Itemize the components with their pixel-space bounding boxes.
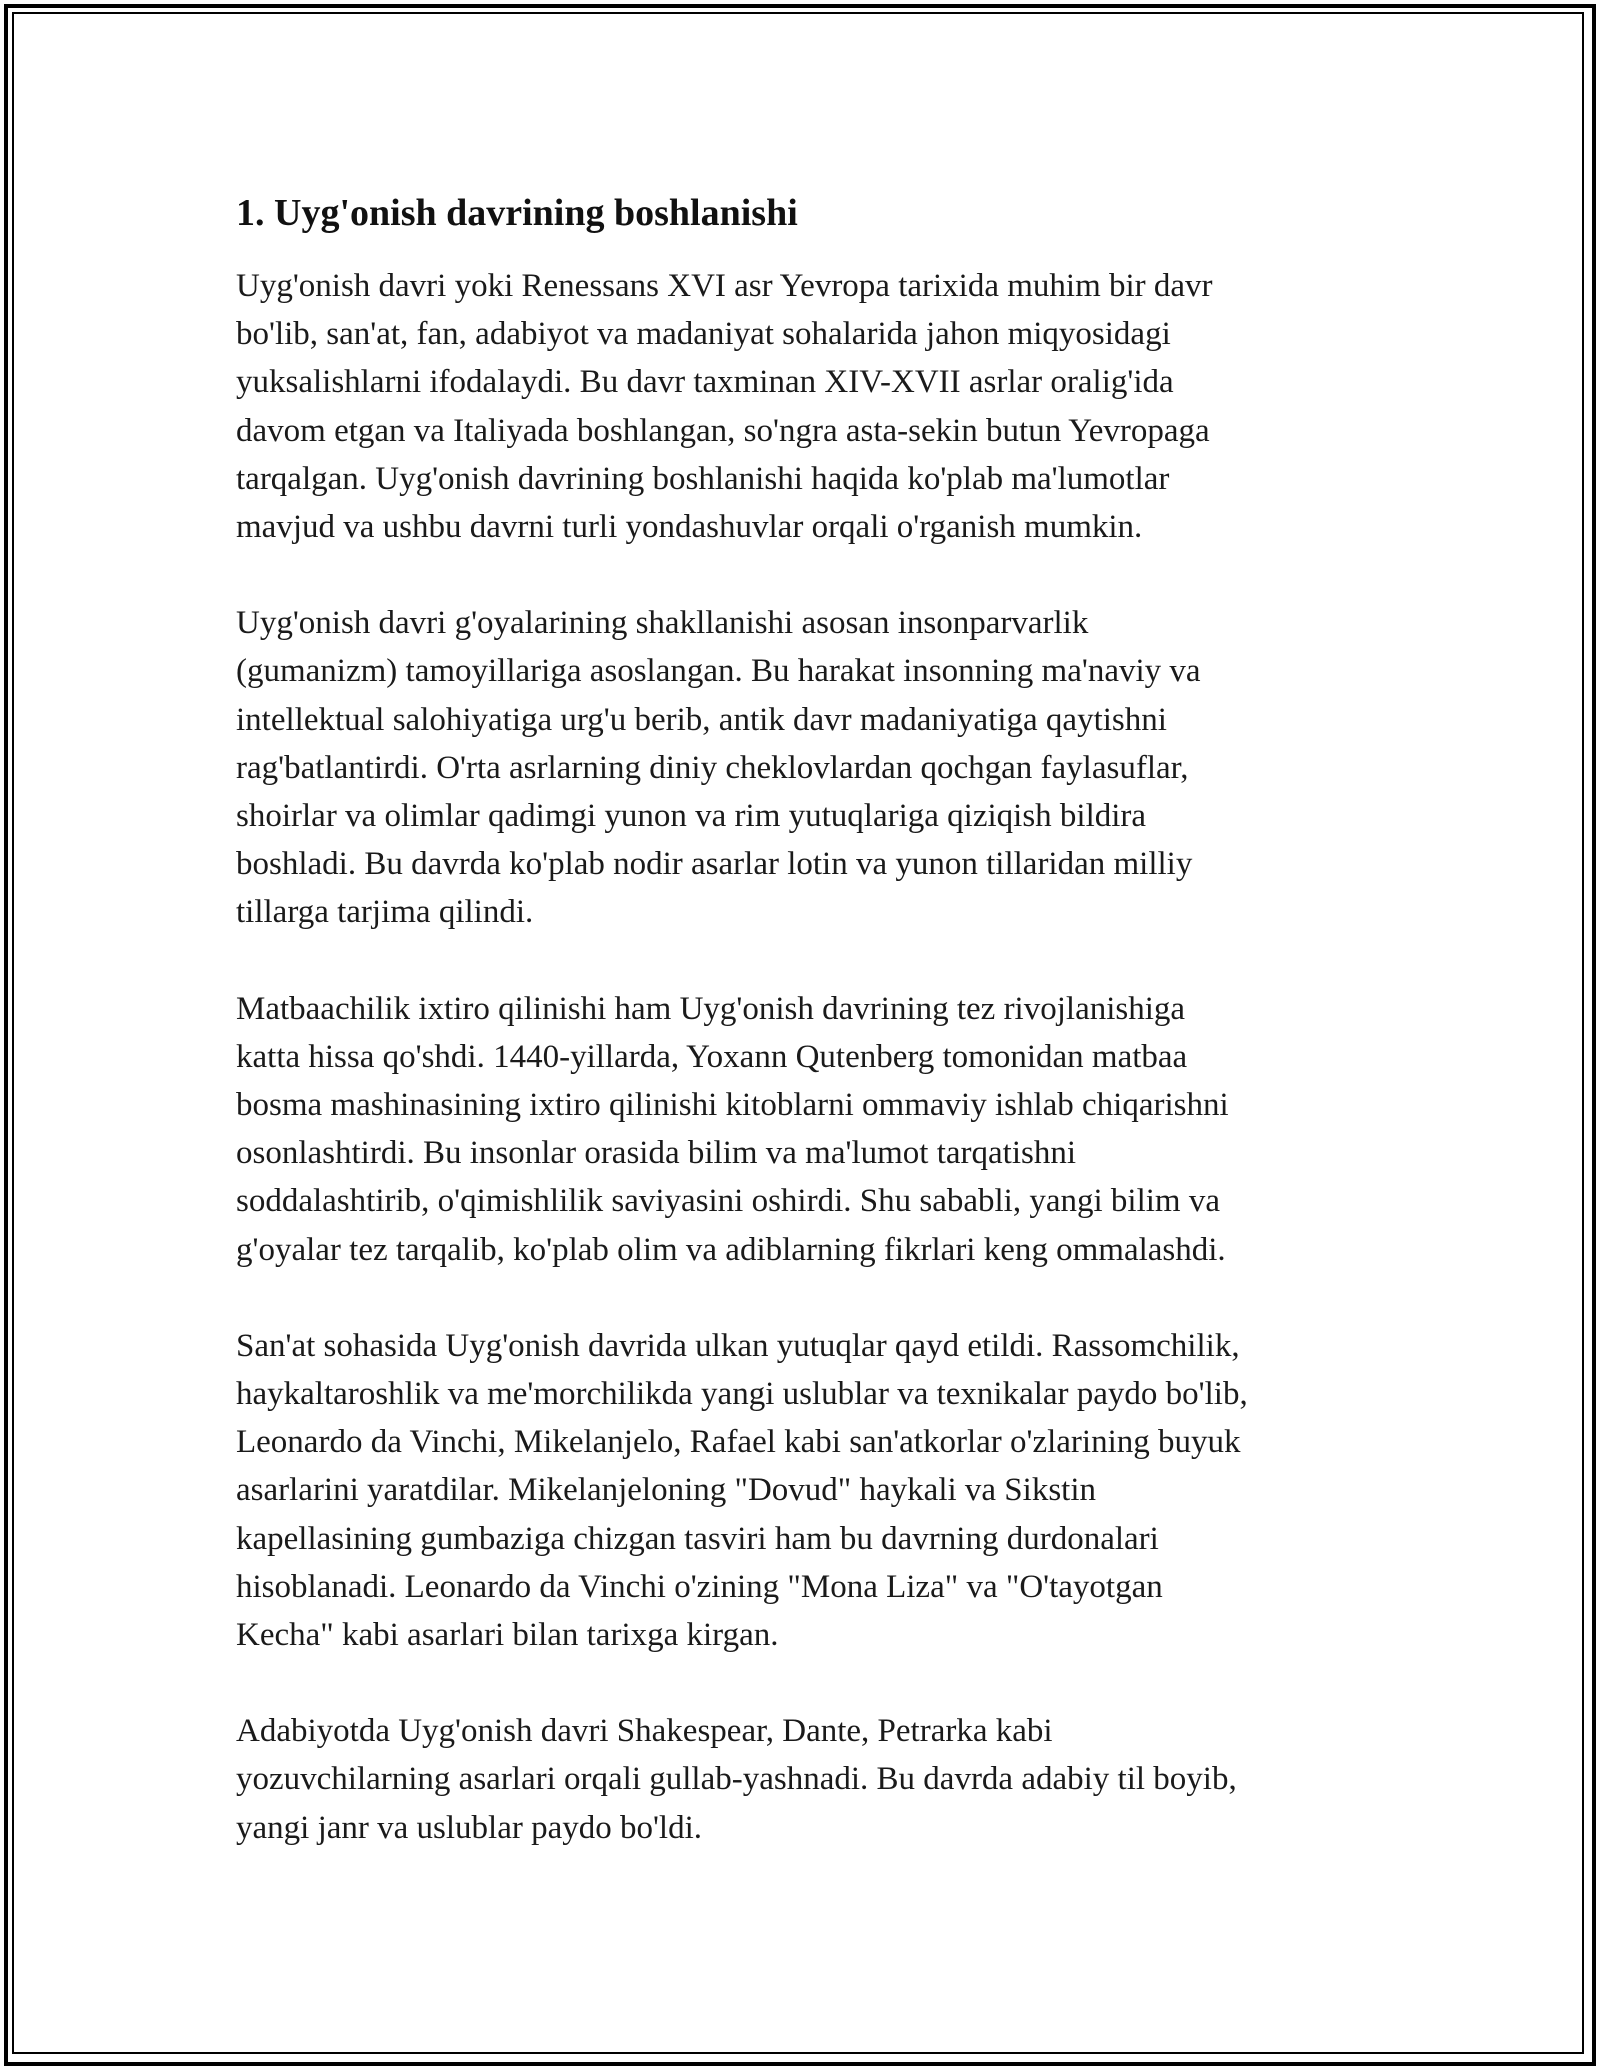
text-line: g'oyalar tez tarqalib, ko'plab olim va adiblarning fikrlari keng ommalashdi. — [236, 1231, 1226, 1268]
text-line: haykaltaroshlik va me'morchilikda yangi uslublar va texnikalar paydo bo'lib, — [236, 1376, 1248, 1413]
text-line: katta hissa qo'shdi. 1440-yillarda, Yoxann Qutenberg tomonidan matbaa — [236, 1038, 1188, 1075]
text-line: yuksalishlarni ifodalaydi. Bu davr taxminan XIV-XVII asrlar oralig'ida — [236, 364, 1174, 401]
text-line: osonlashtirdi. Bu insonlar orasida bilim va ma'lumot tarqatishni — [236, 1135, 1077, 1172]
text-line: shoirlar va olimlar qadimgi yunon va rim yutuqlariga qiziqish bildira — [236, 798, 1147, 835]
text-line: tillarga tarjima qilindi. — [236, 894, 534, 931]
text-line: rag'batlantirdi. O'rta asrlarning diniy cheklovlardan qochgan faylasuflar, — [236, 749, 1189, 786]
paragraph-4 — [236, 1322, 1386, 1659]
paragraph-2 — [236, 599, 1386, 936]
text-line: yozuvchilarning asarlari orqali gullab-yashnadi. Bu davrda adabiy til boyib, — [236, 1761, 1237, 1798]
text-line: asarlarini yaratdilar. Mikelanjeloning "Dovud" haykali va Sikstin — [236, 1472, 1096, 1509]
text-line: mavjud va ushbu davrni turli yondashuvlar orqali o'rganish mumkin. — [236, 509, 1143, 546]
text-line: bo'lib, san'at, fan, adabiyot va madaniyat sohalarida jahon miqyosidagi — [236, 316, 1171, 353]
text-line: bosma mashinasining ixtiro qilinishi kitoblarni ommaviy ishlab chiqarishni — [236, 1087, 1229, 1124]
text-line: Leonardo da Vinchi, Mikelanjelo, Rafael kabi san'atkorlar o'zlarining buyuk — [236, 1424, 1241, 1461]
paragraph-5 — [236, 1707, 1386, 1852]
paragraph-1 — [236, 262, 1386, 551]
text-line: Uyg'onish davri g'oyalarining shakllanishi asosan insonparvarlik — [236, 605, 1089, 642]
text-line: Matbaachilik ixtiro qilinishi ham Uyg'onish davrining tez rivojlanishiga — [236, 990, 1186, 1027]
section-heading: 1. Uyg'onish davrining boshlanishi — [236, 192, 798, 234]
text-line: tarqalgan. Uyg'onish davrining boshlanishi haqida ko'plab ma'lumotlar — [236, 460, 1170, 497]
document-body — [236, 186, 1386, 1900]
text-line: boshladi. Bu davrda ko'plab nodir asarlar lotin va yunon tillaridan milliy — [236, 846, 1193, 883]
text-line: Kecha" kabi asarlari bilan tarixga kirgan. — [236, 1617, 779, 1654]
text-line: hisoblanadi. Leonardo da Vinchi o'zining "Mona Liza" va "O'tayotgan — [236, 1568, 1163, 1605]
text-line: intellektual salohiyatiga urg'u berib, antik davr madaniyatiga qaytishni — [236, 701, 1167, 738]
text-line: San'at sohasida Uyg'onish davrida ulkan yutuqlar qayd etildi. Rassomchilik, — [236, 1327, 1240, 1364]
text-line: kapellasining gumbaziga chizgan tasviri ham bu davrning durdonalari — [236, 1520, 1159, 1557]
text-line: soddalashtirib, o'qimishlilik saviyasini oshirdi. Shu sababli, yangi bilim va — [236, 1183, 1220, 1220]
text-line: Uyg'onish davri yoki Renessans XVI asr Yevropa tarixida muhim bir davr — [236, 268, 1213, 304]
text-line: Adabiyotda Uyg'onish davri Shakespear, Dante, Petrarka kabi — [236, 1713, 1053, 1750]
paragraph-3 — [236, 985, 1386, 1274]
text-line: yangi janr va uslublar paydo bo'ldi. — [236, 1809, 703, 1846]
text-line: davom etgan va Italiyada boshlangan, so'ngra asta-sekin butun Yevropaga — [236, 412, 1210, 449]
text-line: (gumanizm) tamoyillariga asoslangan. Bu harakat insonning ma'naviy va — [236, 653, 1201, 690]
